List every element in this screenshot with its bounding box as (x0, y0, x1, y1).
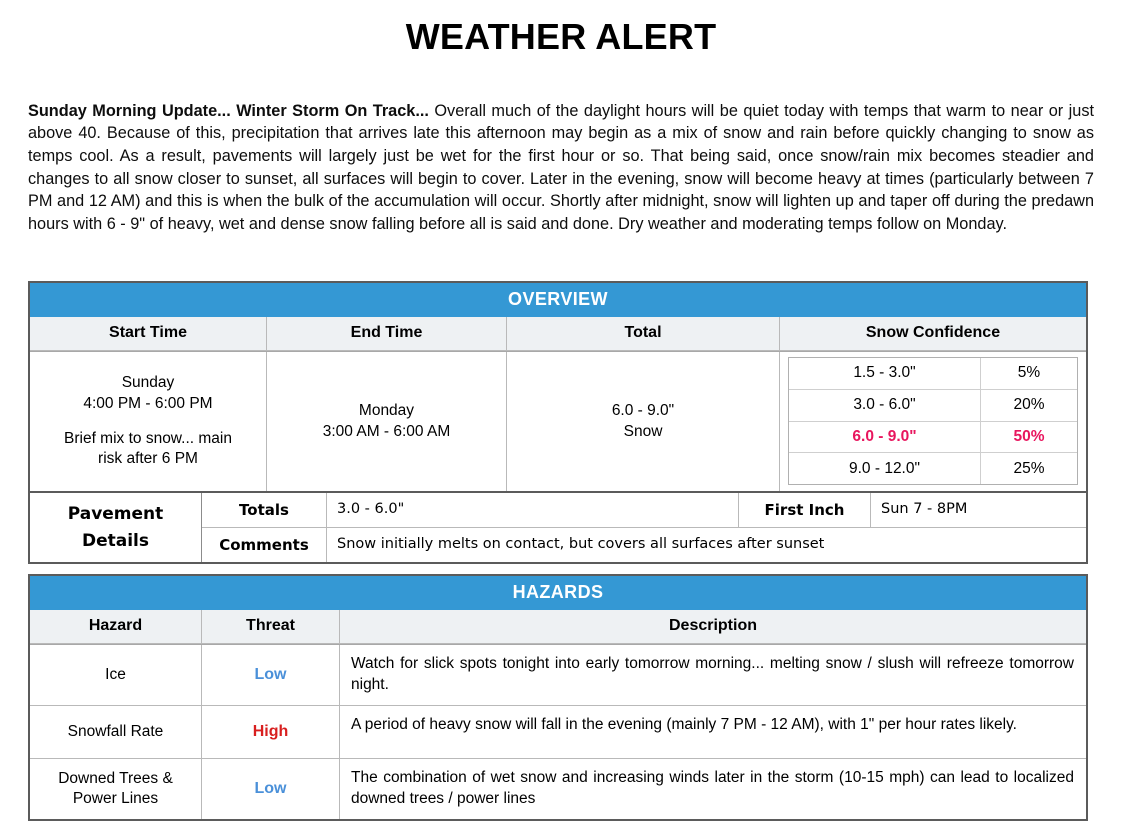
hazard-name-line1: Downed Trees & (58, 769, 173, 787)
pavement-totals-row (202, 493, 1086, 528)
snow-confidence-cell (780, 352, 1086, 491)
confidence-percent: 50% (1013, 427, 1045, 445)
hazard-row-downed-trees (30, 759, 1086, 819)
overview-header-snow-confidence: Snow Confidence (780, 317, 1086, 351)
hazards-table (28, 574, 1088, 821)
hazards-header-row (30, 610, 1086, 645)
discussion-lead: Sunday Morning Update... Winter Storm On Track... (28, 101, 429, 120)
pavement-totals-value: 3.0 - 6.0" (327, 493, 739, 527)
overview-table (28, 281, 1088, 564)
hazard-description: Watch for slick spots tonight into early tomorrow morning... melting snow / slush will refreeze tomorrow night. (351, 655, 1074, 693)
hazards-banner: HAZARDS (30, 576, 1086, 610)
confidence-range: 9.0 - 12.0" (789, 453, 981, 484)
start-time-day: Sunday (121, 374, 175, 392)
hazard-name-line2: Power Lines (72, 789, 159, 807)
overview-start-time-cell (30, 352, 267, 491)
hazard-name: Snowfall Rate (30, 706, 202, 758)
confidence-row-highlighted (789, 422, 1077, 454)
hazards-header-description: Description (340, 610, 1086, 644)
total-type: Snow (623, 422, 663, 440)
start-time-note-line1: Brief mix to snow... main (64, 430, 232, 447)
overview-header-start-time: Start Time (30, 317, 267, 351)
end-time-day: Monday (358, 402, 415, 420)
confidence-percent: 25% (1013, 459, 1045, 477)
hazard-row-snowfall-rate (30, 706, 1086, 759)
overview-total-cell (507, 352, 780, 491)
hazard-threat-badge: Low (202, 759, 340, 819)
overview-end-time-cell (267, 352, 507, 491)
hazard-name: Ice (30, 645, 202, 705)
hazard-description: A period of heavy snow will fall in the evening (mainly 7 PM - 12 AM), with 1" per hour rates likely. (351, 715, 1017, 733)
pavement-details-rows (202, 493, 1086, 562)
start-time-spacer (64, 414, 232, 429)
end-time-range: 3:00 AM - 6:00 AM (322, 422, 451, 440)
hazard-description: The combination of wet snow and increasing winds later in the storm (10-15 mph) can lead to localized downed trees / power lines (351, 768, 1074, 807)
pavement-comments-row (202, 528, 1086, 562)
start-time-range: 4:00 PM - 6:00 PM (83, 394, 213, 412)
confidence-range: 6.0 - 9.0" (789, 422, 981, 453)
confidence-row (789, 453, 1077, 484)
hazard-threat-badge: High (202, 706, 340, 758)
pavement-details-label (30, 493, 202, 562)
overview-banner: OVERVIEW (30, 283, 1086, 317)
snow-confidence-grid (788, 357, 1078, 485)
hazard-row-ice (30, 645, 1086, 706)
overview-body-row (30, 352, 1086, 493)
pavement-first-inch-label: First Inch (739, 493, 871, 527)
confidence-percent: 5% (1017, 364, 1041, 382)
pavement-first-inch-value: Sun 7 - 8PM (881, 501, 968, 517)
hazards-header-hazard: Hazard (30, 610, 202, 644)
pavement-label-line1: Pavement (67, 504, 164, 525)
hazards-header-threat: Threat (202, 610, 340, 644)
confidence-row (789, 390, 1077, 422)
total-amount: 6.0 - 9.0" (611, 402, 675, 420)
hazard-name (30, 759, 202, 819)
overview-header-end-time: End Time (267, 317, 507, 351)
start-time-note-line2: risk after 6 PM (98, 450, 198, 468)
confidence-range: 1.5 - 3.0" (789, 358, 981, 389)
discussion-body: Overall much of the daylight hours will be quiet today with temps that warm to near or just above 40. Because of this, precipitation that arrives late this afternoon may begin as a mix of snow and rain before quickly changing to snow as temps cool. As a result, pavements will largely just be wet for the first hour or so. That being said, once snow/rain mix becomes steadier and changes to all snow closer to sunset, all surfaces will begin to cover. Later in the evening, snow will become heavy at times (particularly between 7 PM and 12 AM) and this is when the bulk of the accumulation will occur. Shortly after midnight, snow will lighten up and taper off during the predawn hours with 6 - 9" of heavy, wet and dense snow falling before all is said and done. Dry weather and moderating temps follow on Monday. (28, 101, 1095, 233)
overview-header-row (30, 317, 1086, 352)
confidence-row (789, 358, 1077, 390)
confidence-range: 3.0 - 6.0" (789, 390, 981, 421)
pavement-comments-value: Snow initially melts on contact, but covers all surfaces after sunset (337, 536, 825, 552)
pavement-comments-label: Comments (202, 528, 327, 562)
overview-header-total: Total (507, 317, 780, 351)
discussion-paragraph (28, 100, 1094, 236)
pavement-totals-label: Totals (202, 493, 327, 527)
pavement-details-section (30, 493, 1086, 562)
page-title: WEATHER ALERT (405, 16, 717, 57)
confidence-percent: 20% (1013, 396, 1045, 414)
pavement-label-line2: Details (81, 530, 149, 551)
hazard-threat-badge: Low (202, 645, 340, 705)
